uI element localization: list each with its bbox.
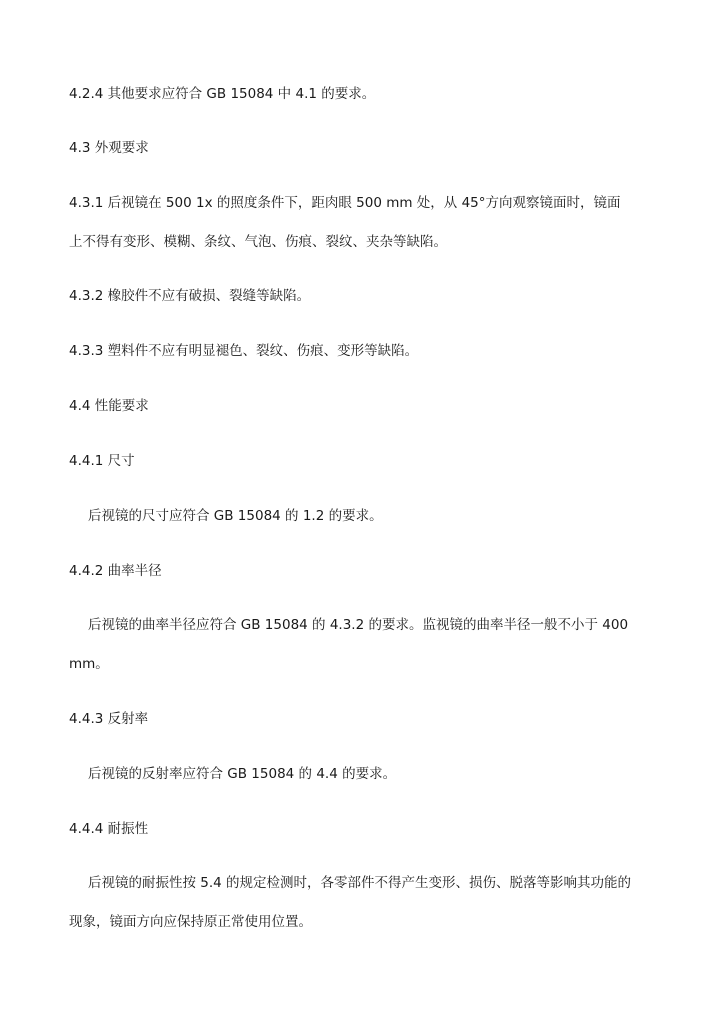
clause-4-3-3: 4.3.3 塑料件不应有明显褪色、裂纹、伤痕、变形等缺陷。 <box>69 343 419 359</box>
clause-4-4-2-body-line-1: 后视镜的曲率半径应符合 GB 15084 的 4.3.2 的要求。监视镜的曲率半径一般不小于 400 <box>88 617 629 633</box>
heading-4-4: 4.4 性能要求 <box>69 398 149 414</box>
heading-4-4-2: 4.4.2 曲率半径 <box>69 563 162 579</box>
clause-4-2-4: 4.2.4 其他要求应符合 GB 15084 中 4.1 的要求。 <box>69 86 376 102</box>
clause-4-3-2: 4.3.2 橡胶件不应有破损、裂缝等缺陷。 <box>69 288 311 304</box>
heading-4-4-3: 4.4.3 反射率 <box>69 711 149 727</box>
clause-4-3-1-line-2: 上不得有变形、模糊、条纹、气泡、伤痕、裂纹、夹杂等缺陷。 <box>69 234 447 250</box>
clause-4-4-3-body: 后视镜的反射率应符合 GB 15084 的 4.4 的要求。 <box>88 766 397 782</box>
clause-4-4-1-body: 后视镜的尺寸应符合 GB 15084 的 1.2 的要求。 <box>88 508 383 524</box>
clause-4-4-4-body-line-1: 后视镜的耐振性按 5.4 的规定检测时，各零部件不得产生变形、损伤、脱落等影响其功能的 <box>88 875 632 891</box>
heading-4-4-1: 4.4.1 尺寸 <box>69 453 135 469</box>
clause-4-4-2-body-line-2: mm。 <box>69 656 109 672</box>
heading-4-4-4: 4.4.4 耐振性 <box>69 821 149 837</box>
clause-4-3-1-line-1: 4.3.1 后视镜在 500 1x 的照度条件下，距肉眼 500 mm 处，从 45°方向观察镜面时，镜面 <box>69 195 621 211</box>
heading-4-3: 4.3 外观要求 <box>69 140 149 156</box>
clause-4-4-4-body-line-2: 现象，镜面方向应保持原正常使用位置。 <box>69 914 312 930</box>
